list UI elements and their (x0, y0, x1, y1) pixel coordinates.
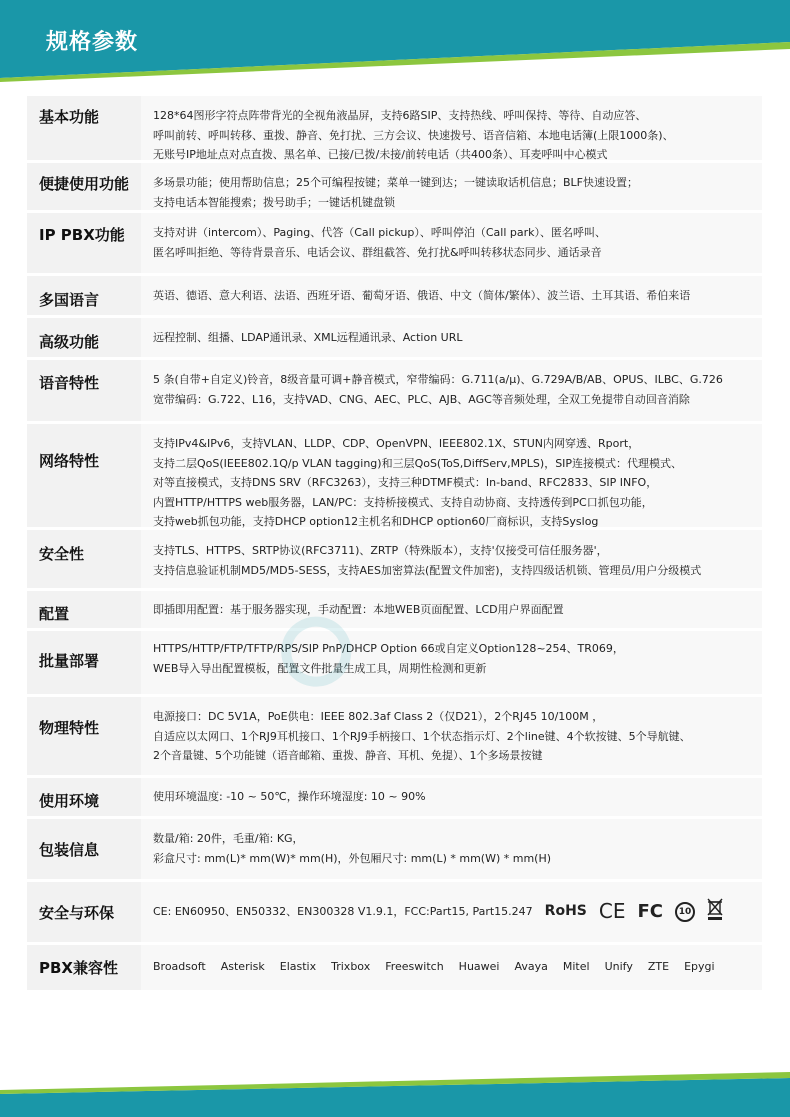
spec-line: 支持web抓包功能，支持DHCP option12主机名和DHCP option60厂商标识，支持Syslog (153, 515, 599, 528)
spec-label: 基本功能 (39, 108, 100, 126)
spec-label: 使用环境 (39, 792, 100, 810)
pbx-brand: Asterisk (220, 960, 265, 973)
spec-row (27, 163, 762, 210)
spec-label: 网络特性 (39, 452, 100, 470)
spec-label: 多国语言 (39, 291, 100, 309)
spec-line: WEB导入导出配置模板，配置文件批量生成工具，周期性检测和更新 (153, 661, 487, 675)
spec-line: 对等直接模式，支持DNS SRV（RFC3263），支持三种DTMF模式：In-band、RFC2833、SIP INFO， (153, 476, 658, 489)
page-title: 规格参数 (46, 30, 139, 55)
spec-value (141, 631, 762, 694)
header-banner (0, 0, 790, 82)
spec-value (141, 360, 762, 421)
spec-row (27, 360, 762, 421)
spec-value (141, 96, 762, 160)
pbx-brand: Mitel (562, 960, 590, 973)
spec-line: 彩盒尺寸: mm(L)* mm(W)* mm(H)，外包厢尺寸: mm(L) * mm(W) * mm(H) (153, 851, 552, 865)
spec-line: 自适应以太网口、1个RJ9耳机接口、1个RJ9手柄接口、1个状态指示灯、2个line键、4个软按键、5个导航键、 (153, 729, 691, 743)
pbx-brand-list (141, 945, 762, 990)
pbx-brand: Broadsoft (153, 960, 206, 973)
spec-row (27, 213, 762, 273)
spec-line: 2个音量键、5个功能键（语音邮箱、重拨、静音、耳机、免提）、1个多场景按键 (153, 749, 543, 762)
pbx-brand: Epygi (684, 960, 715, 973)
rohs-icon: RoHS (544, 903, 587, 920)
spec-value (141, 591, 762, 628)
compliance-text: CE: EN60950、EN50332、EN300328 V1.9.1，FCC:Part15, Part15.247 (153, 905, 533, 919)
spec-row (27, 591, 762, 628)
spec-row (27, 96, 762, 160)
pbx-brand: Huawei (458, 960, 500, 973)
spec-value (141, 778, 762, 816)
spec-row (27, 631, 762, 694)
spec-line: 支持TLS、HTTPS、SRTP协议(RFC3711)、ZRTP（特殊版本），支持'仅接受可信任服务器'， (153, 544, 608, 557)
spec-row-pbx (27, 945, 762, 990)
spec-row (27, 424, 762, 527)
spec-line: 多场景功能；使用帮助信息；25个可编程按键；菜单一键到达；一键读取话机信息；BLF快速设置； (153, 176, 638, 189)
spec-line: 电源接口：DC 5V1A，PoE供电：IEEE 802.3af Class 2（仅D21），2个RJ45 10/100M ， (153, 710, 604, 723)
compliance-value (141, 882, 762, 942)
spec-row (27, 819, 762, 879)
spec-label: PBX兼容性 (39, 959, 118, 977)
spec-line: 即插即用配置：基于服务器实现，手动配置：本地WEB页面配置、LCD用户界面配置 (153, 603, 564, 616)
spec-value (141, 163, 762, 210)
spec-label: 包装信息 (39, 841, 100, 859)
pbx-brand: Freeswitch (385, 960, 444, 973)
spec-line: 支持信息验证机制MD5/MD5-SESS，支持AES加密算法(配置文件加密)，支持四级话机锁、管理员/用户分级模式 (153, 563, 702, 577)
pbx-brand: Trixbox (331, 960, 371, 973)
spec-line: HTTPS/HTTP/FTP/TFTP/RPS/SIP PnP/DHCP Option 66或自定义Option128~254、TR069， (153, 642, 624, 655)
spec-value (141, 697, 762, 775)
spec-row (27, 778, 762, 816)
spec-label: IP PBX功能 (39, 226, 125, 244)
pbx-brand: Unify (604, 960, 633, 973)
spec-label: 便捷使用功能 (39, 175, 130, 193)
spec-line: 英语、德语、意大利语、法语、西班牙语、葡萄牙语、俄语、中文（简体/繁体）、波兰语、土耳其语、希伯来语 (153, 289, 691, 302)
footer-graphic (0, 1072, 790, 1117)
spec-line: 内置HTTP/HTTPS web服务器，LAN/PC：支持桥接模式、支持自动协商、支持透传到PC口抓包功能， (153, 495, 653, 509)
spec-line: 远程控制、组播、LDAP通讯录、XML远程通讯录、Action URL (153, 331, 463, 344)
spec-line: 支持对讲（intercom）、Paging、代答（Call pickup）、呼叫停泊（Call park）、匿名呼叫、 (153, 226, 607, 239)
spec-line: 呼叫前转、呼叫转移、重拨、静音、免打扰、三方会议、快速拨号、语音信箱、本地电话簿(上限1000条)、 (153, 128, 674, 142)
spec-label: 批量部署 (39, 652, 100, 670)
spec-label: 安全与环保 (39, 904, 115, 922)
fcc-icon: FC (637, 901, 663, 923)
spec-label: 配置 (39, 605, 70, 623)
spec-table (27, 96, 762, 993)
spec-line: 使用环境温度: -10 ~ 50℃，操作环境湿度: 10 ~ 90% (153, 790, 426, 803)
spec-value (141, 424, 762, 527)
spec-line: 宽带编码：G.722、L16，支持VAD、CNG、AEC、PLC、AJB、AGC等音频处理，全双工免提带自动回音消除 (153, 392, 690, 406)
pbx-brand: Elastix (279, 960, 317, 973)
spec-line: 支持IPv4&IPv6，支持VLAN、LLDP、CDP、OpenVPN、IEEE802.1X、STUN内网穿透、Rport， (153, 437, 640, 450)
spec-row-compliance (27, 882, 762, 942)
spec-value (141, 318, 762, 357)
spec-row (27, 530, 762, 588)
spec-value (141, 819, 762, 879)
spec-line: 5 条(自带+自定义)铃音，8级音量可调+静音模式，窄带编码：G.711(a/μ)、G.729A/B/AB、OPUS、ILBC、G.726 (153, 373, 723, 386)
pbx-brand: ZTE (647, 960, 670, 973)
spec-value (141, 213, 762, 273)
spec-line: 无账号IP地址点对点直拨、黑名单、已接/已拨/未接/前转电话（共400条）、耳麦呼叫中心模式 (153, 148, 608, 161)
pbx-brand: Avaya (514, 960, 548, 973)
ce-mark-icon: CE (598, 899, 626, 924)
spec-value (141, 530, 762, 588)
spec-label: 物理特性 (39, 719, 100, 737)
footer-banner (0, 1072, 790, 1117)
spec-line: 匿名呼叫拒绝、等待背景音乐、电话会议、群组截答、免打扰&呼叫转移状态同步、通话录音 (153, 245, 602, 259)
eco-10-icon: 10 (675, 902, 695, 922)
spec-row (27, 276, 762, 315)
spec-row (27, 697, 762, 775)
spec-line: 支持二层QoS(IEEE802.1Q/p VLAN tagging)和三层QoS(ToS,DiffServ,MPLS)，SIP连接模式：代理模式、 (153, 456, 683, 470)
spec-line: 128*64图形字符点阵带背光的全视角液晶屏，支持6路SIP、支持热线、呼叫保持、等待、自动应答、 (153, 109, 647, 122)
weee-bin-icon (707, 898, 723, 927)
spec-row (27, 318, 762, 357)
spec-label: 高级功能 (39, 333, 100, 351)
spec-label: 语音特性 (39, 374, 100, 392)
spec-line: 数量/箱: 20件，毛重/箱: KG， (153, 832, 304, 845)
spec-line: 支持电话本智能搜索；拨号助手；一键话机键盘锁 (153, 195, 395, 209)
spec-value (141, 276, 762, 315)
spec-label: 安全性 (39, 545, 85, 563)
